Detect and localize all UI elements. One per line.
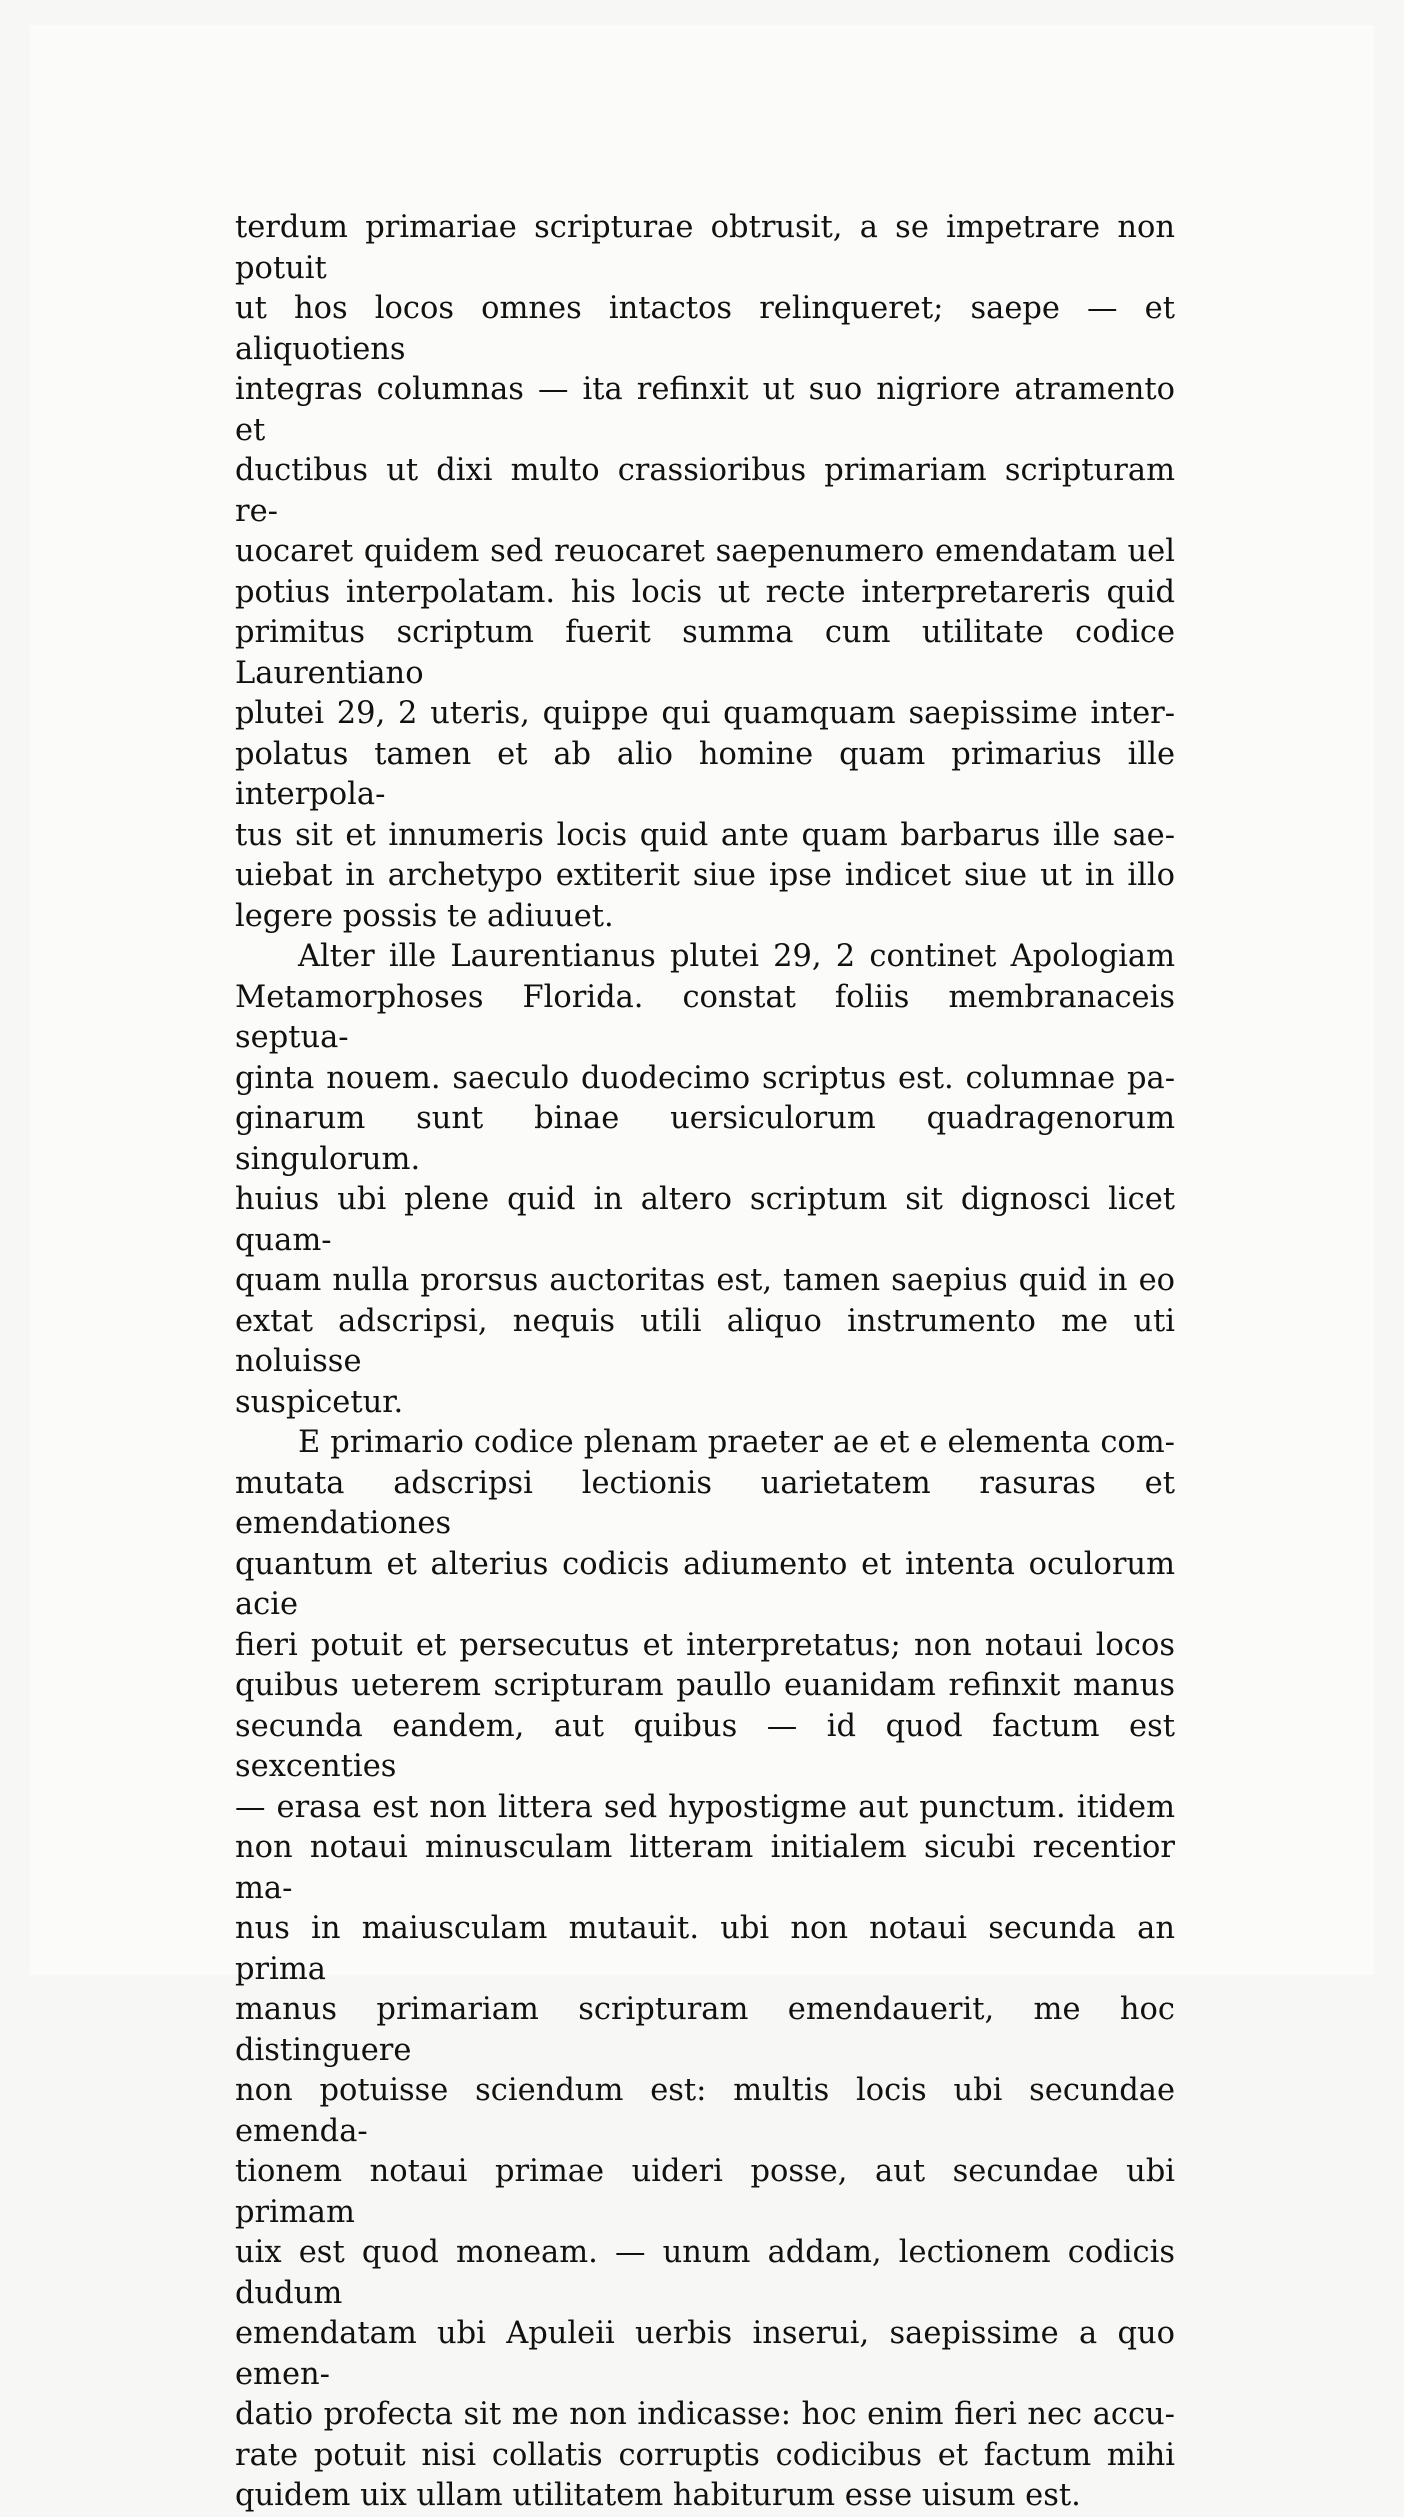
- text-line: non notaui minusculam litteram initialem sicubi recentior ma-: [235, 1830, 1175, 1906]
- text-line: — erasa est non littera sed hypostigme aut punctum. itidem: [235, 1789, 1175, 1825]
- text-line: Alter ille Laurentianus plutei 29, 2 continet Apologiam: [298, 939, 1175, 974]
- text-line: suspicetur.: [235, 1384, 404, 1420]
- text-line: integras columnas — ita refinxit ut suo nigriore atramento et: [235, 372, 1175, 448]
- text-line: uix est quod moneam. — unum addam, lectionem codicis dudum: [235, 2235, 1175, 2311]
- text-line: Metamorphoses Florida. constat foliis membranaceis septua-: [235, 979, 1175, 1055]
- text-line: emendatam ubi Apuleii uerbis inserui, saepissime a quo emen-: [235, 2316, 1175, 2392]
- text-line: tus sit et innumeris locis quid ante quam barbarus ille sae-: [235, 817, 1175, 853]
- text-line: primitus scriptum fuerit summa cum utilitate codice Laurentiano: [235, 615, 1175, 691]
- text-line: non potuisse sciendum est: multis locis ubi secundae emenda-: [235, 2073, 1175, 2149]
- text-line: uiebat in archetypo extiterit siue ipse indicet siue ut in illo: [235, 858, 1175, 893]
- text-line: quam nulla prorsus auctoritas est, tamen saepius quid in eo: [235, 1263, 1175, 1298]
- text-line: rate potuit nisi collatis corruptis codicibus et factum mihi: [235, 2437, 1175, 2473]
- text-line: mutata adscripsi lectionis uarietatem rasuras et emendationes: [235, 1465, 1175, 1541]
- paragraph-1: [235, 208, 1175, 937]
- text-line: uocaret quidem sed reuocaret saepenumero emendatam uel: [235, 534, 1175, 569]
- text-line: terdum primariae scripturae obtrusit, a se impetrare non potuit: [235, 210, 1175, 286]
- text-line: fieri potuit et persecutus et interpretatus; non notaui locos: [235, 1627, 1175, 1663]
- text-line: extat adscripsi, nequis utili aliquo instrumento me uti noluisse: [235, 1303, 1175, 1379]
- text-line: datio profecta sit me non indicasse: hoc enim fieri nec accu-: [235, 2397, 1175, 2432]
- text-line: secunda eandem, aut quibus — id quod factum est sexcenties: [235, 1708, 1175, 1784]
- text-line: quantum et alterius codicis adiumento et intenta oculorum acie: [235, 1546, 1175, 1622]
- text-line: quibus ueterem scripturam paullo euanidam refinxit manus: [235, 1668, 1175, 1703]
- text-line: huius ubi plene quid in altero scriptum sit dignosci licet quam-: [235, 1182, 1175, 1258]
- paragraph-2: [235, 937, 1175, 1423]
- text-line: quidem uix ullam utilitatem habiturum esse uisum est.: [235, 2478, 1081, 2513]
- paragraph-3: [235, 1423, 1175, 2517]
- text-line: nus in maiusculam mutauit. ubi non notaui secunda an prima: [235, 1911, 1175, 1987]
- text-line: tionem notaui primae uideri posse, aut secundae ubi primam: [235, 2154, 1175, 2230]
- text-line: ductibus ut dixi multo crassioribus primariam scripturam re-: [235, 453, 1175, 529]
- text-line: ut hos locos omnes intactos relinqueret; saepe — et aliquotiens: [235, 291, 1175, 367]
- text-line: plutei 29, 2 uteris, quippe qui quamquam saepissime inter-: [235, 696, 1175, 731]
- text-line: ginta nouem. saeculo duodecimo scriptus est. columnae pa-: [235, 1060, 1175, 1096]
- text-line: manus primariam scripturam emendauerit, me hoc distinguere: [235, 1992, 1175, 2068]
- text-body: [235, 208, 1175, 2517]
- text-line: ginarum sunt binae uersiculorum quadragenorum singulorum.: [235, 1101, 1175, 1177]
- text-line: legere possis te adiuuet.: [235, 898, 614, 934]
- text-line: potius interpolatam. his locis ut recte interpretareris quid: [235, 574, 1175, 610]
- text-line: E primario codice plenam praeter ae et e elementa com-: [298, 1425, 1175, 1460]
- text-line: polatus tamen et ab alio homine quam primarius ille interpola-: [235, 736, 1175, 812]
